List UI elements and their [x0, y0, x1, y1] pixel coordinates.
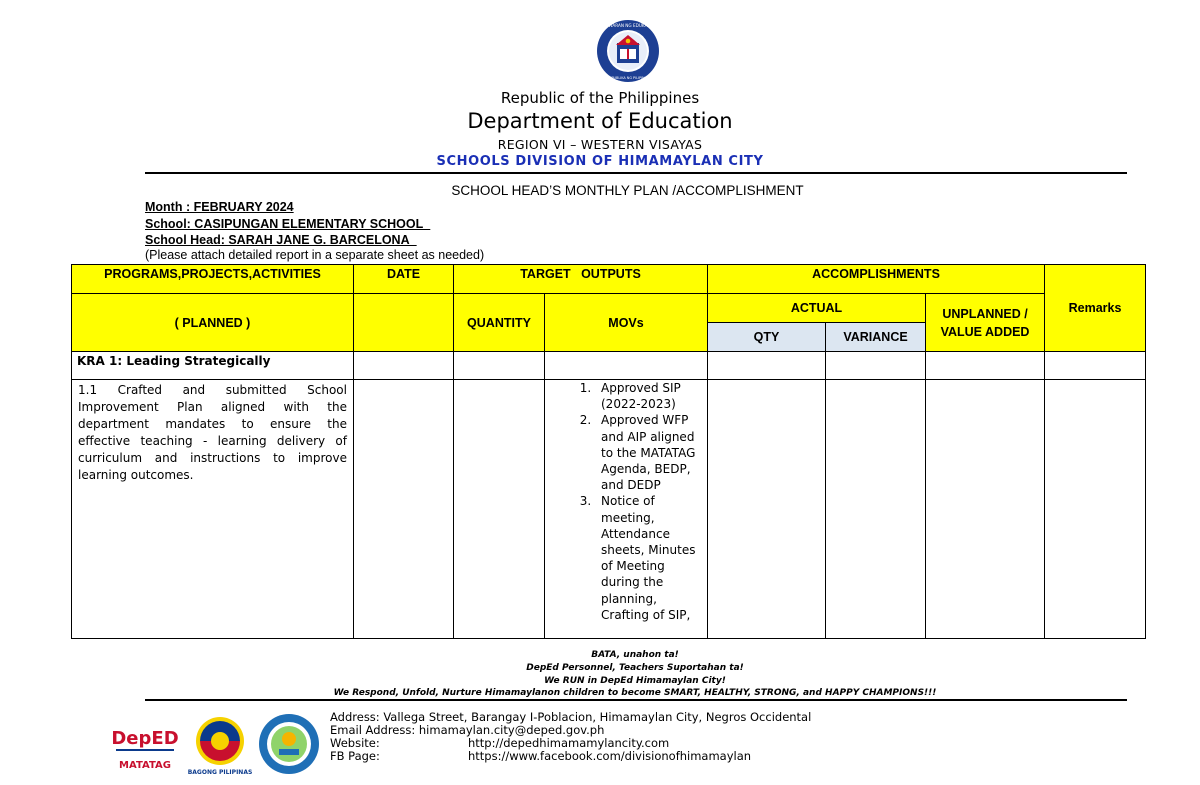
deped-seal-logo	[596, 19, 660, 83]
activity-unplanned-cell	[926, 380, 1045, 639]
school-head-label: School Head: SARAH JANE G. BARCELONA_	[145, 233, 417, 247]
month-label: Month : FEBRUARY 2024	[145, 200, 294, 214]
school-label: School: CASIPUNGAN ELEMENTARY SCHOOL_	[145, 217, 431, 231]
seal-text: KAGAWARAN NG EDUKASYON	[597, 23, 659, 28]
seal-subtext: REPUBLIKA NG PILIPINAS	[606, 76, 650, 80]
website-link[interactable]: http://depedhimamamylancity.com	[468, 736, 670, 750]
unplanned-value-added-header: UNPLANNED / VALUE ADDED	[926, 294, 1045, 352]
kra1-quantity-cell	[454, 352, 545, 380]
website-label: Website:	[330, 736, 380, 750]
movs-list	[545, 380, 707, 623]
activity-movs-cell	[545, 380, 708, 639]
activity-remarks-cell	[1045, 380, 1146, 639]
planned-header: ( PLANNED )	[72, 294, 354, 352]
plan-accomplishment-table	[71, 264, 1146, 639]
kra1-remarks-cell	[1045, 352, 1146, 380]
matatag-logo-text: MATATAG	[119, 760, 171, 771]
bagong-pilipinas-logo	[188, 713, 252, 777]
header-divider	[145, 172, 1127, 174]
email-line: Email Address: himamaylan.city@deped.gov.ph	[330, 723, 605, 737]
fb-label: FB Page:	[330, 749, 380, 763]
slogan-line-3: We RUN in DepEd Himamaylan City!	[544, 676, 726, 686]
deped-matatag-logo	[110, 714, 180, 774]
movs-item: 2. Approved WFP and AIP aligned to the MATATAG Agenda, BEDP, and DEDP	[595, 412, 707, 493]
fb-link[interactable]: https://www.facebook.com/divisionofhimamaylan	[468, 749, 752, 763]
activity-quantity-cell	[454, 380, 545, 639]
activity-qty-cell	[708, 380, 826, 639]
col-remarks-header: Remarks	[1045, 265, 1146, 352]
division-heading: SCHOOLS DIVISION OF HIMAMAYLAN CITY	[436, 154, 764, 169]
deped-logo-text: DepED	[111, 728, 179, 749]
kra1-date-cell	[354, 352, 454, 380]
col-target-outputs-header: TARGET OUTPUTS	[454, 265, 708, 294]
col-programs-header: PROGRAMS,PROJECTS,ACTIVITIES	[72, 265, 354, 294]
kra1-movs-cell	[545, 352, 708, 380]
actual-header: ACTUAL	[708, 294, 926, 323]
fb-line	[330, 750, 751, 763]
attach-note: (Please attach detailed report in a separate sheet as needed)	[145, 248, 485, 262]
movs-header: MOVs	[545, 294, 708, 352]
quantity-header: QUANTITY	[454, 294, 545, 352]
date-subheader	[354, 294, 454, 352]
col-date-header: DATE	[354, 265, 454, 294]
slogan-line-1: BATA, unahon ta!	[591, 650, 679, 660]
kra1-unplanned-cell	[926, 352, 1045, 380]
movs-item: 1. Approved SIP (2022-2023)	[595, 380, 707, 412]
republic-heading: Republic of the Philippines	[500, 89, 700, 107]
variance-header: VARIANCE	[826, 323, 926, 352]
col-accomplishments-header: ACCOMPLISHMENTS	[708, 265, 1045, 294]
bagong-pilipinas-text: BAGONG PILIPINAS	[188, 769, 252, 776]
activity-date-cell	[354, 380, 454, 639]
division-seal-logo	[258, 713, 320, 775]
qty-header: QTY	[708, 323, 826, 352]
address-line: Address: Vallega Street, Barangay I-Poblacion, Himamaylan City, Negros Occidental	[330, 710, 812, 724]
activity-1-1-description: 1.1 Crafted and submitted School Improvement Plan aligned with the department mandates to ensure the effective teaching - learning delivery of curriculum and instructions to improve learning outcomes.	[72, 380, 354, 639]
kra1-qty-cell	[708, 352, 826, 380]
slogan-line-2: DepEd Personnel, Teachers Suportahan ta!	[526, 663, 744, 673]
activity-variance-cell	[826, 380, 926, 639]
kra1-row-label: KRA 1: Leading Strategically	[72, 352, 354, 380]
footer-divider	[145, 699, 1127, 701]
movs-item: 3. Notice of meeting, Attendance sheets, Minutes of Meeting during the planning, Crafting of SIP,	[595, 493, 707, 623]
slogan-line-4: We Respond, Unfold, Nurture Himamaylanon children to become SMART, HEALTHY, STRONG, and HAPPY CHAMPIONS!!!	[333, 688, 937, 698]
department-heading: Department of Education	[467, 109, 733, 133]
form-title: SCHOOL HEAD’S MONTHLY PLAN /ACCOMPLISHMENT	[451, 183, 804, 198]
region-heading: REGION VI – WESTERN VISAYAS	[497, 137, 703, 152]
kra1-variance-cell	[826, 352, 926, 380]
